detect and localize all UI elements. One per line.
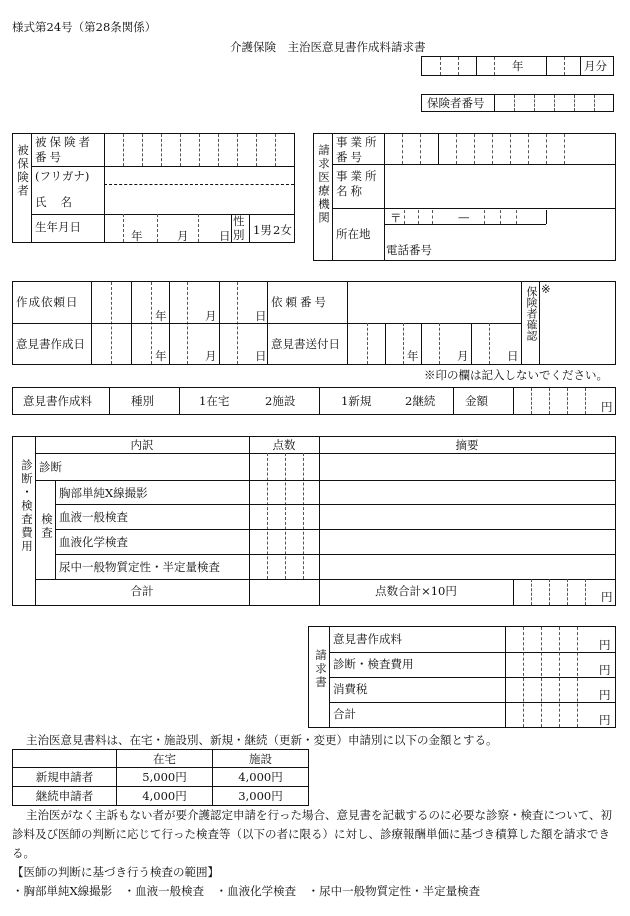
scope-heading: 【医師の判断に基づき行う検査の範囲】 <box>12 865 219 879</box>
exam-fee-block: 診断・検査費用 内訳 点数 摘要 診断 検査 胸部単純X線撮影 血液一般検査 血液化学検査 尿中一般物質定性・半定量検査 合計 点数合計×10円 円 <box>12 436 616 606</box>
form-number: 様式第24号（第28条関係） <box>12 20 157 34</box>
request-date-block: 作成依頼日 年 月 日 依頼番号 意見書作成日 年 月 日 意見書送付日 年 月 日 保険者確認 ※ <box>12 281 616 365</box>
insurer-number-label: 保険者番号 <box>427 96 485 110</box>
billing-month-box[interactable] <box>421 56 614 76</box>
test-blood-chemistry: 血液化学検査 <box>59 535 128 549</box>
furigana-label: (フリガナ) <box>35 169 90 183</box>
diagnosis-label: 診断 <box>39 460 62 474</box>
sex-label: 性別 <box>233 214 245 242</box>
scope-items: ・胸部単純X線撮影 ・血液一般検査 ・血液化学検査 ・尿中一般物質定性・半定量検査 <box>12 884 481 898</box>
home-option[interactable]: 1在宅 <box>199 394 230 408</box>
fee-row: 意見書作成料 種別 1在宅 2施設 1新規 2継続 金額 円 <box>12 387 616 415</box>
postal-mark: 〒 <box>390 211 402 225</box>
new-option[interactable]: 1新規 <box>341 394 372 408</box>
points-total-label: 点数合計×10円 <box>375 584 457 598</box>
test-urine: 尿中一般物質定性・半定量検査 <box>59 560 220 574</box>
test-blood-general: 血液一般検査 <box>59 510 128 524</box>
fee-label: 意見書作成料 <box>23 394 92 408</box>
requester-side-label: 請求医療機関 <box>317 144 331 225</box>
sent-date-label: 意見書送付日 <box>271 337 340 351</box>
notes-paragraph: 主治医がなく主訴もない者が要介護認定申請を行った場合、意見書を記載するのに必要な診察・検査について、初診料及び医師の判断に応じて行った検査等（以下の者に限る）に対し、診療報酬単価に基づき積算した額を請求できる。 <box>12 808 613 860</box>
female-option[interactable]: 2女 <box>273 223 292 237</box>
insured-block: 被保険者 被保険者番号 (フリガナ) 氏名 生年月日 年 月 日 性別 1男 2女 <box>12 133 295 243</box>
year-label: 年 <box>512 59 524 73</box>
note-mark: ※ <box>541 282 551 296</box>
office-name-label: 事業所名称 <box>336 169 380 198</box>
name-label: 氏名 <box>35 195 86 209</box>
form-title: 介護保険 主治医意見書作成料請求書 <box>230 40 426 54</box>
requester-block: 請求医療機関 事業所番号 事業所名称 所在地 〒 — 電話番号 <box>313 133 616 261</box>
birth-label: 生年月日 <box>35 220 81 234</box>
exam-total-label: 合計 <box>130 584 154 598</box>
address-label: 所在地 <box>336 227 371 241</box>
exam-side-label: 診断・検査費用 <box>20 459 34 554</box>
continue-option[interactable]: 2継続 <box>405 394 436 408</box>
month-label: 月分 <box>584 59 607 73</box>
insured-number-label: 被保険者番号 <box>35 135 93 164</box>
test-label: 検査 <box>40 513 54 540</box>
insurer-confirm-label: 保険者確認 <box>525 286 538 341</box>
billing-side-label: 請求書 <box>314 649 328 690</box>
request-number-label: 依頼番号 <box>271 295 329 309</box>
request-date-label: 作成依頼日 <box>16 295 79 309</box>
notes-intro: 主治医意見書料は、在宅・施設別、新規・継続（更新・変更）申請別に以下の金額とする。 <box>26 733 498 747</box>
male-option[interactable]: 1男 <box>253 223 272 237</box>
phone-label: 電話番号 <box>386 243 432 257</box>
fee-schedule-table: 在宅 施設 新規申請者 5,000円 4,000円 継続申請者 4,000円 3,000円 <box>12 749 309 806</box>
billing-summary-block: 請求書 意見書作成料 診断・検査費用 消費税 合計 円 円 円 円 <box>308 626 616 728</box>
insured-side-label: 被保険者 <box>16 144 30 198</box>
facility-option[interactable]: 2施設 <box>265 394 296 408</box>
written-date-label: 意見書作成日 <box>16 337 85 351</box>
insurer-number-box[interactable] <box>421 94 614 112</box>
note-text: ※印の欄は記入しないでください。 <box>424 368 608 382</box>
test-xray: 胸部単純X線撮影 <box>59 486 148 500</box>
office-number-label: 事業所番号 <box>336 135 380 164</box>
